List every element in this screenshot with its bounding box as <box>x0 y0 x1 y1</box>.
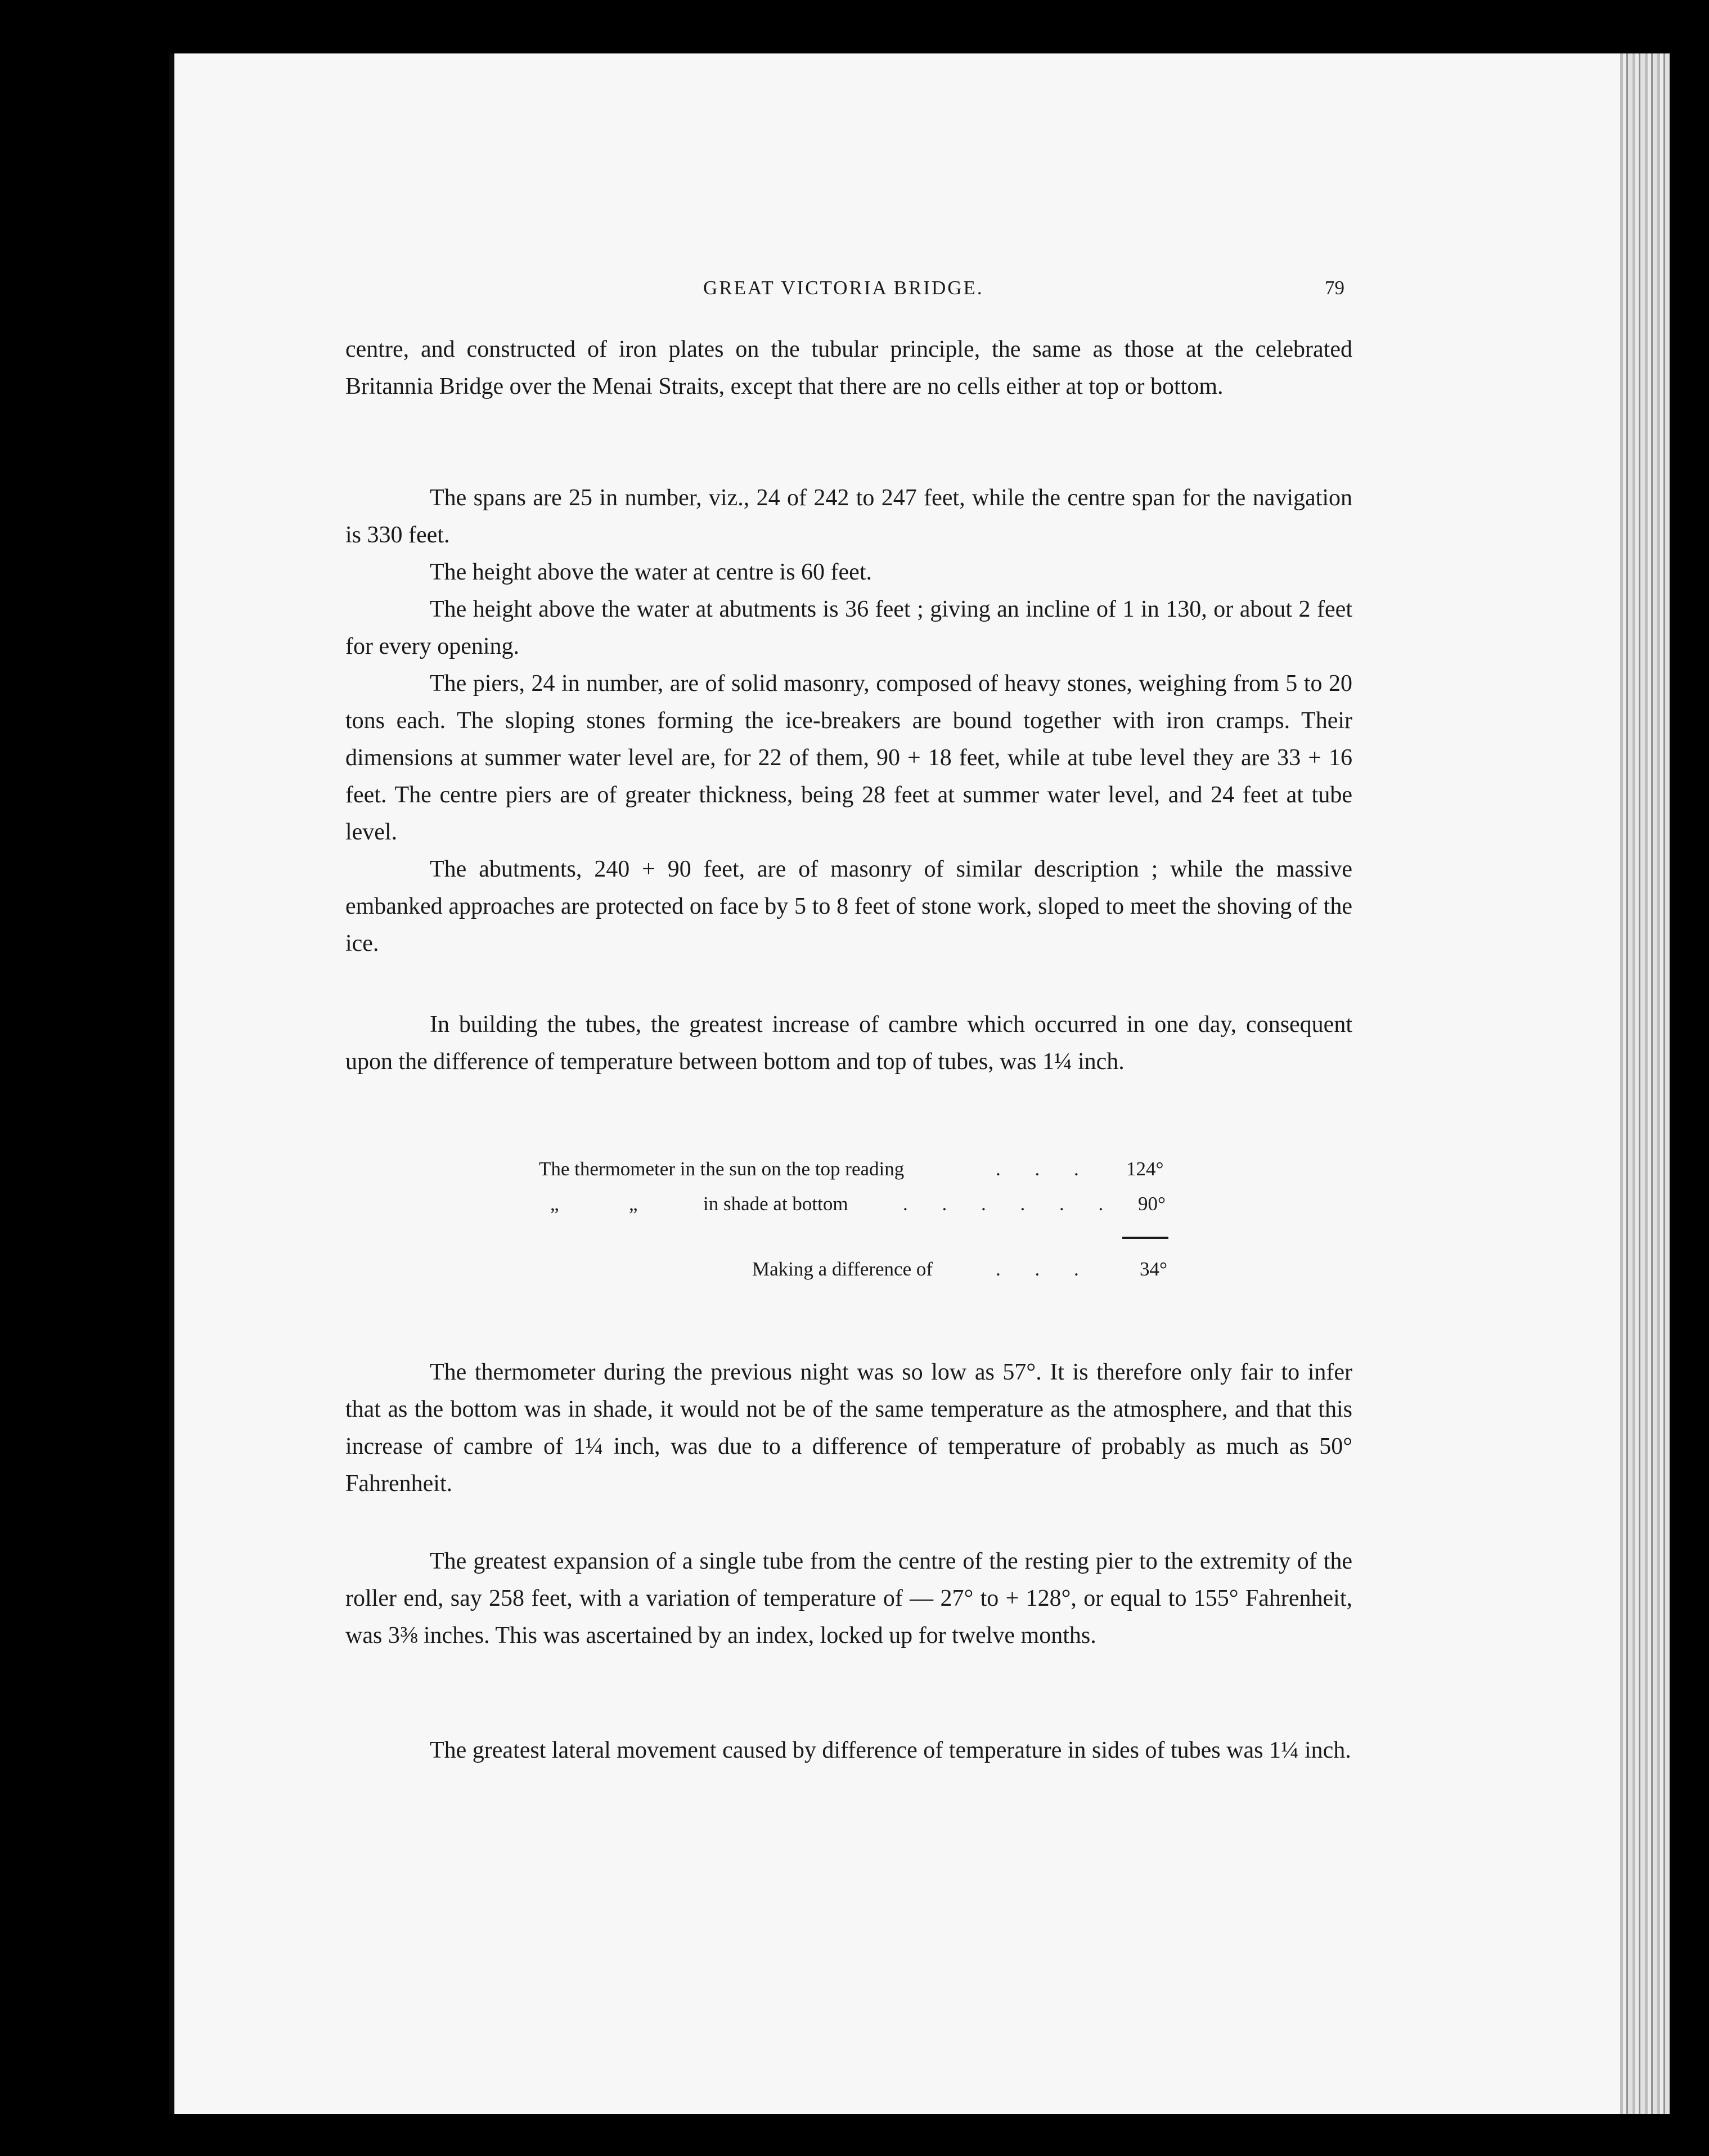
paragraph-7: In building the tubes, the greatest increase of cambre which occurred in one day, consequent upon the difference of temperature between bottom and top of tubes, was 1¼ inch. <box>345 1012 1352 1075</box>
paragraph-4: The height above the water at abutments is 36 feet ; giving an incline of 1 in 130, or about 2 feet for every opening. <box>345 596 1352 659</box>
paragraph-10: The greatest lateral movement caused by difference of temperature in sides of tubes was 1¼ inch. <box>430 1737 1351 1763</box>
row2-leader-dots: . . . . . . <box>903 1193 1118 1215</box>
paragraph-2: The spans are 25 in number, viz., 24 of 242 to 247 feet, while the centre span for the navigation is 330 feet. <box>345 485 1352 548</box>
header-title: GREAT VICTORIA BRIDGE. <box>703 277 984 299</box>
sum-rule <box>1122 1237 1168 1239</box>
page-left-border <box>169 53 174 2114</box>
row2-value: 90° <box>1138 1193 1166 1215</box>
paragraph-5: The piers, 24 in number, are of solid masonry, composed of heavy stones, weighing from 5 to 20 tons each. The sloping stones forming the ice-breakers are bound together with iron cramps. Their dimensions at summer water level are, for 22 of them, 90 + 18 feet, while at tube level they are 33 + 16 feet. The centre piers are of greater thickness, being 28 feet at summer water level, and 24 feet at tube level. <box>345 671 1352 845</box>
row1-value: 124° <box>1126 1158 1164 1180</box>
paragraph-9: The greatest expansion of a single tube from the centre of the resting pier to the extremity of the roller end, say 258 feet, with a variation of temperature of — 27° to + 128°, or equal to 155° Fahrenheit, was 3⅜ inches. This was ascertained by an index, locked up for twelve months. <box>345 1548 1352 1649</box>
book-page-edges <box>1620 53 1670 2114</box>
paragraph-1: centre, and constructed of iron plates on the tubular principle, the same as those at the celebrated Britannia Bridge over the Menai Straits, except that there are no cells either at top or bottom. <box>345 336 1352 399</box>
paragraph-8: The thermometer during the previous night was so low as 57°. It is therefore only fair to infer that as the bottom was in shade, it would not be of the same temperature as the atmosphere, and that this increase of cambre of 1¼ inch, was due to a difference of temperature of probably as much as 50° Fahrenheit. <box>345 1359 1352 1497</box>
paragraph-3: The height above the water at centre is 60 feet. <box>430 559 872 585</box>
total-label: Making a difference of <box>752 1258 933 1280</box>
row1-leader-dots: . . . <box>996 1158 1094 1180</box>
page-number: 79 <box>1325 277 1344 299</box>
row1-label: The thermometer in the sun on the top reading <box>539 1158 905 1180</box>
paragraph-6: The abutments, 240 + 90 feet, are of masonry of similar description ; while the massive embanked approaches are protected on face by 5 to 8 feet of stone work, sloped to meet the shoving of the ice. <box>345 856 1352 956</box>
row2-label: in shade at bottom <box>703 1193 848 1215</box>
total-value: 34° <box>1140 1258 1167 1280</box>
ditto-mark-2: „ <box>629 1193 638 1215</box>
ditto-mark-1: „ <box>550 1193 559 1215</box>
total-leader-dots: . . . <box>996 1258 1094 1280</box>
